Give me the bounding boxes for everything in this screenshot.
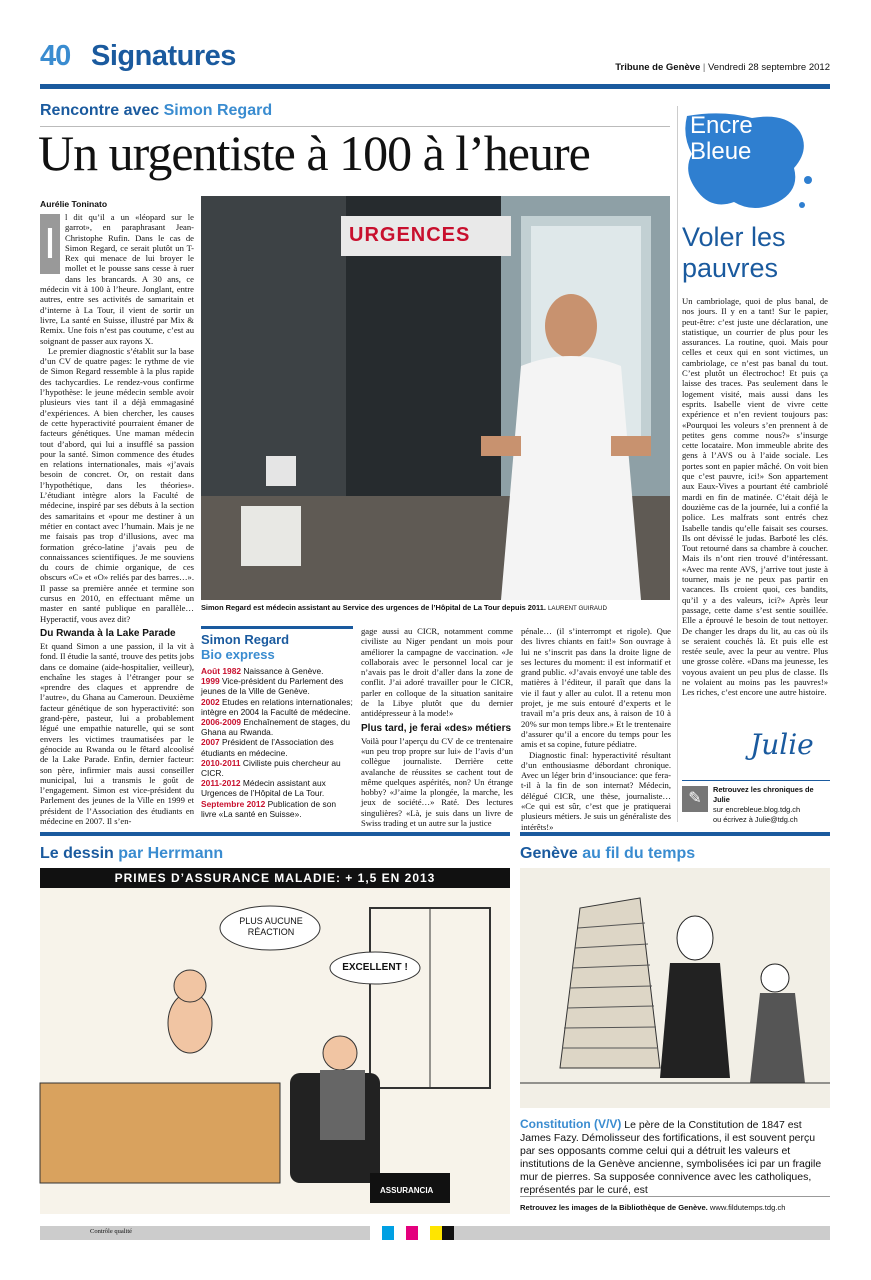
kicker: Rencontre avec Simon Regard xyxy=(40,102,273,119)
bio-box xyxy=(201,626,353,822)
bio-year: 2007 xyxy=(201,737,222,748)
issue-date: Vendredi 28 septembre 2012 xyxy=(707,62,830,73)
history-caption-title: Constitution (V/V) xyxy=(520,1117,622,1131)
article-paragraph: pénale… (il s’interrompt et rigole). Que des livres chiants en fait!» Son ouvrage à lui ne s’inscrit pas dans la droite ligne de ses lectures du moment: il est informatif et grand public. «J’avais envoyé une table des matières à l’éditeur, il paraît que dans la vie il faut y aller au culot. Il a retenu mon projet, je me suis entouré d’experts et le travail m’a pris deux ans, à raison de 10 à 20% sur mon temps libre.» Et le trentenaire d’assurer qu’il a encore du temps pour les amis et sa copine, future pédiatre. xyxy=(521,626,671,750)
cartoon-image xyxy=(40,868,510,1214)
email-link[interactable]: ou écrivez à Julie@tdg.ch xyxy=(713,815,798,824)
bio-label: Bio express xyxy=(201,647,275,662)
cartoon-box-label: ASSURANCIA xyxy=(380,1186,434,1195)
history-footer-link[interactable]: www.fildutemps.tdg.ch xyxy=(709,1203,786,1212)
column-divider xyxy=(677,106,678,822)
historical-engraving xyxy=(520,868,830,1108)
bio-text: Civiliste puis chercheur au CICR. xyxy=(201,757,341,779)
article-paragraph: Diagnostic final: hyperactivité résultant d’un enthousiasme débordant chronique. Avec un léger brin d’insouciance: que fera-t-il à la fin de son internat? Médecin, délégué CICR, une thèse, journaliste… «Ce qui est sûr, c’est que je pratiquerai plusieurs métiers. Je suis un généraliste des intérêts!» xyxy=(521,749,671,832)
article-column-4 xyxy=(521,626,671,832)
article-column-3 xyxy=(361,626,513,829)
speech-bubble-2: EXCELLENT ! xyxy=(342,962,408,973)
bio-text: Etudes en relations internationales; intègre en 2004 la Faculté de médecine. xyxy=(201,696,353,717)
urgences-sign: URGENCES xyxy=(349,224,471,246)
bio-entry xyxy=(201,737,353,757)
bio-year: 2002 xyxy=(201,696,222,707)
history-rule xyxy=(520,832,830,836)
photo-illustration xyxy=(201,196,670,600)
bio-entry xyxy=(201,758,353,778)
photo-caption: Simon Regard est médecin assistant au Service des urgences de l’Hôpital de La Tour depuis 2011. LAURENT GUIRAUD xyxy=(201,603,607,612)
logo-text-encre: Encre xyxy=(690,112,753,139)
article-column-1b xyxy=(40,628,194,827)
promo-pencil-icon: ✎ xyxy=(682,786,708,812)
bio-year: Août 1982 xyxy=(201,666,244,676)
bio-entry xyxy=(201,799,353,819)
bio-year: 2011-2012 xyxy=(201,778,243,789)
bio-text: Naissance à Genève. xyxy=(243,666,324,676)
bio-text: Vice-président du Parlement des jeunes de la Ville de Genève. xyxy=(201,676,344,697)
kicker-name: Simon Regard xyxy=(163,102,273,119)
publication-name: Tribune de Genève xyxy=(615,62,701,73)
article-paragraph: gage aussi au CICR, notamment comme civiliste au Niger pendant un mois pour améliorer la campagne de vaccination. «Je collaborais avec le personnel local car je n’avais pas le droit d’aller dans la zone de conflit. J’ai adoré travailler pour le CICR, parler en colloque de la situation sanitaire de la Libye plutôt que du dernier antidépresseur à la mode!» xyxy=(361,626,513,719)
header-rule xyxy=(40,84,830,89)
bio-text: Médecin assistant aux Urgences de l’Hôpital de La Tour. xyxy=(201,778,326,799)
page-number: 40 xyxy=(40,40,71,72)
sidebar-title: Voler les pauvres xyxy=(682,222,786,283)
bio-entry xyxy=(201,717,353,737)
author-byline: Aurélie Toninato xyxy=(40,199,108,209)
history-header: Genève au fil du temps xyxy=(520,845,696,862)
bio-entry xyxy=(201,666,353,676)
bio-name: Simon Regard xyxy=(201,626,353,647)
speech-bubble-1: PLUS AUCUNE RÉACTION xyxy=(239,916,303,937)
section-title: Signatures xyxy=(91,40,236,72)
cartoon-header: Le dessin par Herrmann xyxy=(40,845,224,862)
article-paragraph: Le premier diagnostic s’établit sur la base d’un CV de quatre pages: le rythme de vie de Simon Regard ressemble à la plus rapide des tachycardies. Le rendez-vous confirme l’hypothèse: le jeune médecin semble avoir plusieurs vies tant il a déjà emmagasiné d’expériences. A bien chercher, les causes de cette hyperactivité pourraient émaner de facteurs génétiques. Une maman médecin tout d’abord, qui lui a insufflé sa passion pour la santé. Simon commence des études en relations internationales, mais «j’avais besoin de concret. Or, on restait dans l’hypothétique, dans les théories». L’étudiant intègre alors la Faculté de médecine, inspiré par ses débuts à la section des samaritains et «pour me destiner à un métier en contact avec l’humain. Mais je ne me faisais pas trop d’illusions, avec ma formation gréco-latine j’avais peu de connaissances scientifiques. Je me souviens du cours de chimie organique, de ces obscurs «C» et «O» reliés par des barres…». Il passe sa première année et termine son cursus en 2010, en effectuant même un master en santé publique en parallèle… Hyperactif, vous avez dit? xyxy=(40,345,194,624)
portrait-photo xyxy=(201,196,670,600)
subhead: Du Rwanda à la Lake Parade xyxy=(40,628,176,639)
page-header: 40 Signatures Tribune de Genève | Vendredi 28 septembre 2012 xyxy=(40,40,830,73)
color-swatches xyxy=(370,1226,466,1240)
article-paragraph: l dit qu’il a un «léopard sur le garrot», en paraphrasant Jean-Christophe Rufin. Dans le cas de Simon Regard, ce serait plutôt un T-Rex qui menace de lui broyer le mollet et le pousse sans cesse à ruer dans les brancards. A 30 ans, ce médecin vit à 100 à l’heure. Jonglant, entre autres, entre ses activités de samaritain et d’interne à La Tour, il vient de sortir un livre, La santé en Suisse, illustré par Mix & Remix. Une fois n’est pas coutume, c’est au soignant de passer aux rayons X. xyxy=(40,212,194,346)
bio-text: Publication de son livre «La santé en Suisse». xyxy=(201,798,337,819)
bio-year: 2010-2011 xyxy=(201,757,243,768)
bio-list xyxy=(201,666,353,819)
photo-credit: LAURENT GUIRAUD xyxy=(547,605,607,612)
history-footer-rule xyxy=(520,1196,830,1197)
bio-year: 1999 xyxy=(201,676,222,687)
article-column-1 xyxy=(40,212,194,624)
signature-julie: Julie xyxy=(750,728,814,761)
headline: Un urgentiste à 100 à l’heure xyxy=(38,125,590,181)
bio-year: Septembre 2012 xyxy=(201,798,268,809)
bio-entry xyxy=(201,697,353,717)
cartoon-rule xyxy=(40,832,510,836)
logo-text-bleue: Bleue xyxy=(690,138,752,165)
quality-strip xyxy=(40,1226,830,1240)
sidebar-text: Un cambriolage, quoi de plus banal, de nos jours. Il y en a tant! Sur le papier, peut-être: c’est juste une déclaration, une statistique, un courrier de plus pour les assurances. La routine, quoi. Mais pour celles et ceux qui en sont victimes, un cambriolage, ce n’est pas banal du tout. C’est plutôt un électrochoc! Et puis ça laisse des traces. Pas seulement dans le logement visité, mais aussi dans les esprits. Isabelle vient de vivre cette expérience et n’en revient toujours pas: «Pourquoi les voleurs s’en prennent à de petites gens comme nous?» s’insurge cette locataire. Mon immeuble abrite des gens à l’AVS ou à l’aide sociale. Les portes sont en papier mâché. On voit bien que c’est pauvre, ici!» Son appartement aux Eaux-Vives a pourtant été cambriolé mardi en fin de matinée. C’était déjà le douzième cas de la journée, lui a confié la police. Les malfrats sont entrés chez Isabelle tandis qu’elle faisait ses courses. Ils ont dévissé le judas. Barboté les clés. Tout retourné dans sa chambre à coucher. Mais ils n’ont rien trouvé d’intéressant. «Avec ma rente AVS, j’arrive tout juste à tourner, mais je ne peux pas partir en vacances. Ils croient quoi, ces bandits, qu’il y a des valeurs, ici?» Après leur passage, cette dame s’est sentie souillée. Elle a éprouvé le besoin de tout nettoyer. De changer les draps du lit, au cas où ils se seraient couchés là. Et puis elle est restée seule, avec la peur au ventre. Plus une grosse colère. «Dans ma jeunesse, les voyous avaient un peu plus de classe. Ils ne volaient au moins pas les pauvres!» Les riches, c’est encore une autre histoire. xyxy=(682,296,828,698)
dropcap: I xyxy=(40,214,60,274)
article-paragraph: Et quand Simon a une passion, il la vit à fond. Il étudie la santé, trouve des petits jobs dans ce domaine (aide-hospitalier, veilleur), enchaîne les stages à l’étranger pour se «prendre des claques et apprendre de l’autre», du Ghana au Cameroun. Deuxième facteur génétique de son hyperactivité: son grand-père, pasteur, lui a probablement légué une empathie naturelle, qui se sont envers les victimes traumatisées par le génocide au Rwanda ou le fêtard alcoolisé de la Lake Parade. Enfin, dernier facteur: son père, infirmier mais aussi conseiller municipal, lui a transmis le goût de l’engagement. Simon est vice-président du Parlement des jeunes de la Ville en 1999 et président de l’Association des étudiants en médecine en 2007. Il s’en- xyxy=(40,641,194,827)
encre-bleue-logo xyxy=(682,110,820,220)
sidebar-promo-rule xyxy=(682,780,830,781)
bio-text: Président de l’Association des étudiants en médecine. xyxy=(201,737,334,758)
history-footer: Retrouvez les images de la Bibliothèque de Genève. www.fildutemps.tdg.ch xyxy=(520,1203,786,1212)
bio-entry xyxy=(201,778,353,798)
engraving-illustration xyxy=(520,868,830,1108)
article-paragraph: Voilà pour l’aperçu du CV de ce trentenaire «un peu trop propre sur lui» de l’avis d’un collègue journaliste. Derrière cette avalanche de réussites se cachent tout de même quelques aspérités, non? Un étrange hobby? «J’aime la plongée, la marche, les jeux de société…» Raté. Des lectures singulières? «Là, je suis dans un livre de Swiss trading et un autre sur la justice xyxy=(361,735,513,829)
sidebar-promo: Retrouvez les chroniques de Julie sur encrebleue.blog.tdg.ch ou écrivez à Julie@tdg.ch xyxy=(713,785,831,825)
bio-year: 2006-2009 xyxy=(201,717,244,728)
cartoon-banner: PRIMES D’ASSURANCE MALADIE: + 1,5 EN 2013 xyxy=(40,868,510,888)
bio-entry xyxy=(201,676,353,696)
blog-link[interactable]: sur encrebleue.blog.tdg.ch xyxy=(713,805,801,814)
history-caption: Constitution (V/V) Le père de la Constitution de 1847 est James Fazy. Démolisseur des fortifications, il est souvent perçu par ses opposants comme celui qui a détruit les valeurs et institutions de la Genève ancienne, symbolisées ici par un fragile mur de pierres. Sa supposée connivence avec les catholiques, représentés par le curé, est xyxy=(520,1117,822,1196)
subhead: Plus tard, je ferai «des» métiers xyxy=(361,722,512,734)
bio-text: Enchaînement de stages, du Ghana au Rwanda. xyxy=(201,717,351,738)
quality-label: Contrôle qualité xyxy=(90,1228,133,1235)
